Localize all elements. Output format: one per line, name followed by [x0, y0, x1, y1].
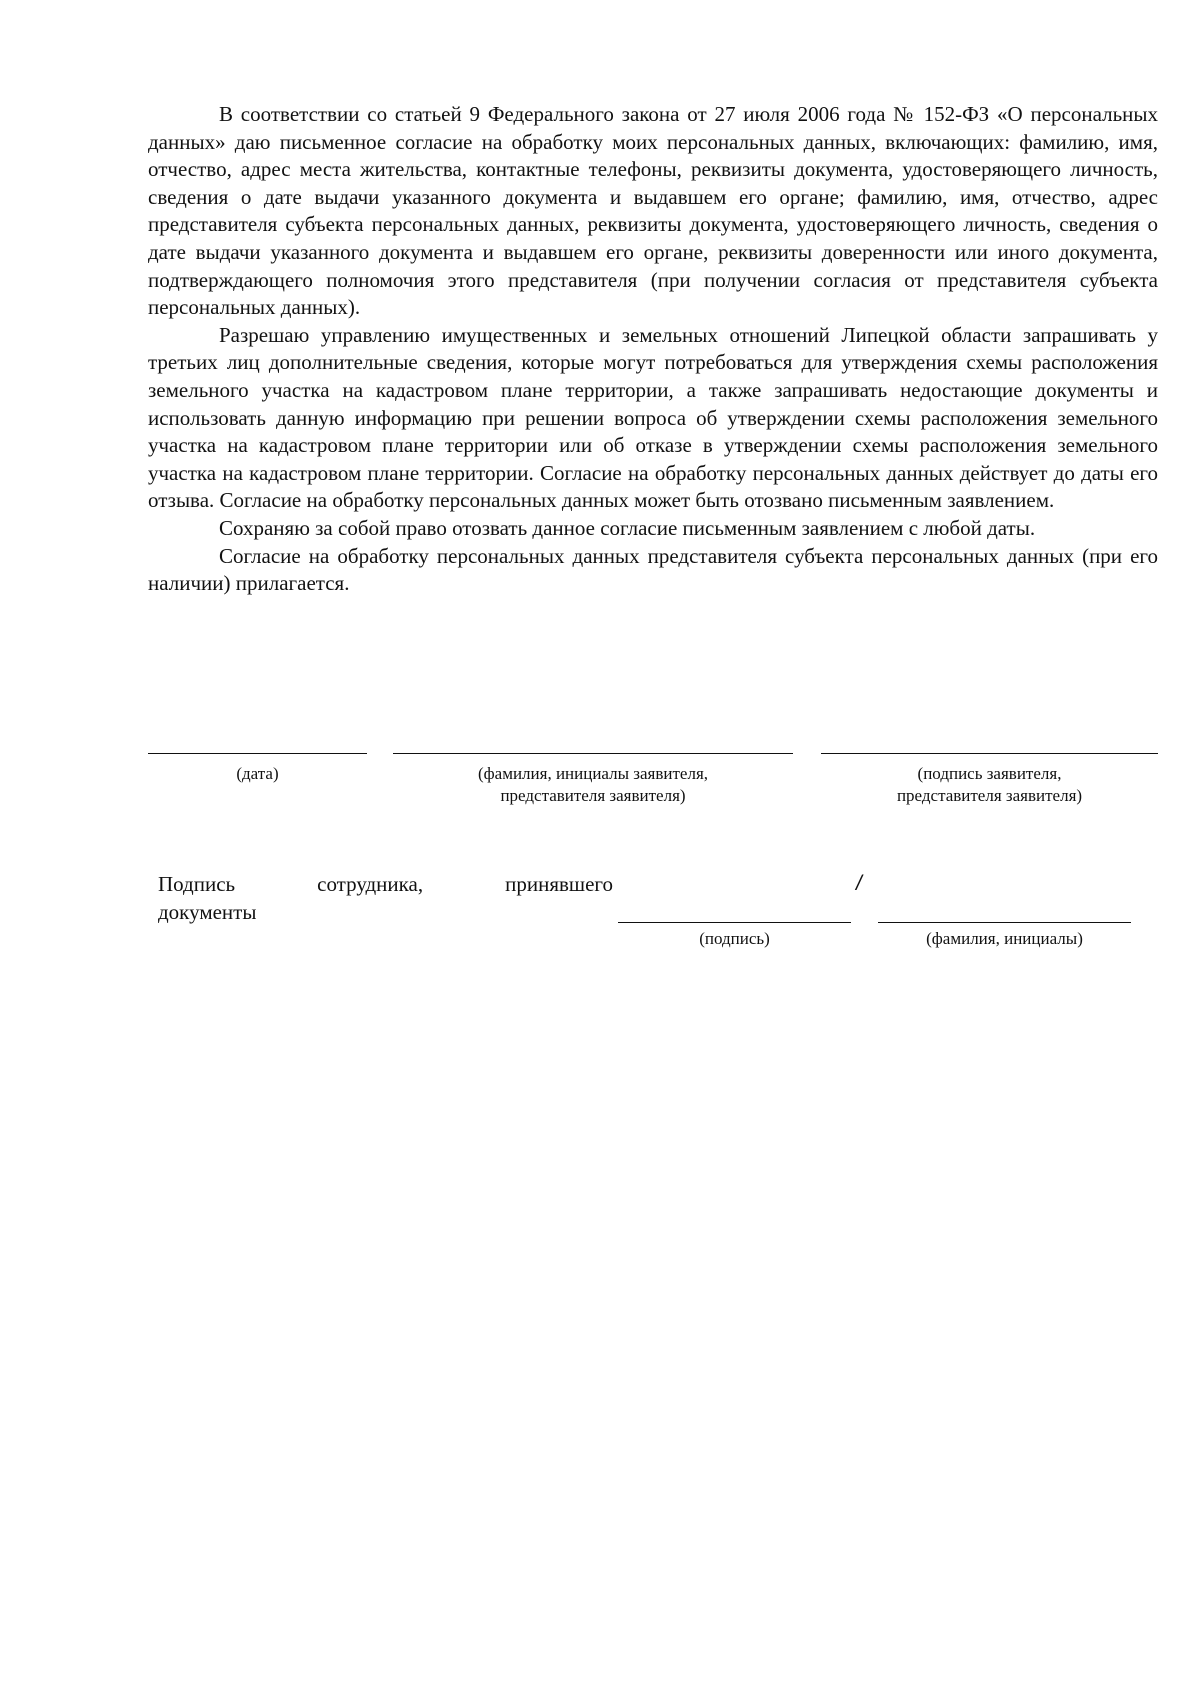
date-line [148, 753, 367, 754]
employee-name-field [878, 922, 1131, 950]
employee-name-caption: (фамилия, инициалы) [926, 929, 1083, 948]
applicant-name-caption-line2: представителя заявителя) [500, 786, 686, 805]
applicant-name-caption [393, 763, 793, 807]
paragraph-representative-consent: Согласие на обработку персональных данных представителя субъекта персональных данных (при его наличии) прилагается. [148, 543, 1158, 596]
paragraph-permission: Разрешаю управлению имущественных и земельных отношений Липецкой области запрашивать у третьих лиц дополнительные сведения, которые могут потребоваться для утверждения схемы расположения земельного участка на кадастровом плане территории, а также запрашивать недостающие документы и использовать данную информацию при решении вопроса об утверждении схемы расположения земельного участка на кадастровом плане территории или об отказе в утверждении схемы расположения земельного участка на кадастровом плане территории. Согласие на обработку персональных данных действует до даты его отзыва. Согласие на обработку персональных данных может быть отозвано письменным заявлением. [148, 322, 1158, 513]
employee-signature-field [618, 922, 851, 950]
paragraph-legal-basis: В соответствии со статьей 9 Федерального закона от 27 июля 2006 года № 152-ФЗ «О персональных данных» даю письменное согласие на обработку моих персональных данных, включающих: фамилию, имя, отчество, адрес места жительства, контактные телефоны, реквизиты документа, удостоверяющего личность, сведения о дате выдачи указанного документа и выдавшем его органе; фамилию, имя, отчество, адрес представителя субъекта персональных данных, реквизиты документа, удостоверяющего личность, сведения о дате выдачи указанного документа и выдавшем его органе, реквизиты доверенности или иного документа, подтверждающего полномочия этого представителя (при получении согласия от представителя субъекта персональных данных). [148, 102, 1158, 320]
employee-signature-caption: (подпись) [699, 929, 770, 948]
date-field [148, 753, 367, 785]
paragraph-revocation-right: Сохраняю за собой право отозвать данное согласие письменным заявлением с любой даты. [219, 515, 1036, 540]
applicant-signature-row [148, 753, 1158, 813]
employee-name-line [878, 922, 1131, 923]
employee-label-line2: документы [158, 900, 257, 924]
applicant-name-caption-line1: (фамилия, инициалы заявителя, [477, 764, 709, 783]
date-caption: (дата) [236, 764, 279, 783]
consent-text [148, 101, 1158, 598]
employee-signature-label [158, 870, 613, 926]
applicant-signature-caption-line1: (подпись заявителя, [917, 764, 1062, 783]
employee-label-line1: Подпись сотрудника, принявшего [158, 872, 613, 896]
applicant-signature-caption-line2: представителя заявителя) [896, 786, 1083, 805]
applicant-signature-line [821, 753, 1158, 754]
applicant-signature-field [821, 753, 1158, 807]
employee-signature-line [618, 922, 851, 923]
applicant-name-field [393, 753, 793, 807]
applicant-name-line [393, 753, 793, 754]
applicant-signature-caption [821, 763, 1158, 807]
separator-slash: / [856, 872, 862, 895]
